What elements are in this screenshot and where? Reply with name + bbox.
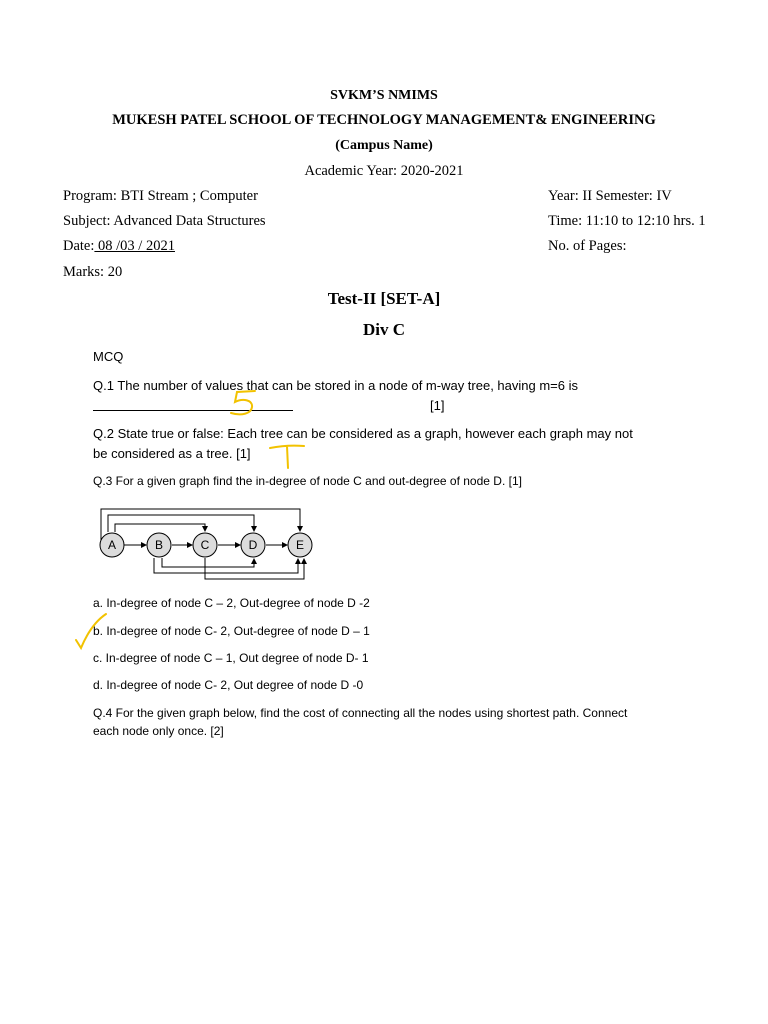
school-name: MUKESH PATEL SCHOOL OF TECHNOLOGY MANAGEMENT& ENGINEERING [112, 112, 656, 128]
question-1: Q.1 The number of values that can be stored in a node of m-way tree, having m=6 is [93, 378, 578, 393]
check-mark-icon [72, 612, 112, 652]
option-c: c. In-degree of node C – 1, Out degree of node D- 1 [93, 651, 369, 665]
option-d: d. In-degree of node C- 2, Out degree of node D -0 [93, 678, 364, 692]
question-4-line-2: each node only once. [2] [93, 724, 224, 738]
node-b-label: B [154, 538, 164, 552]
directed-graph [95, 495, 325, 587]
date [63, 238, 175, 255]
marks: Marks: 20 [63, 264, 123, 280]
node-c-label: C [200, 538, 210, 552]
question-2-line-2: be considered as a tree. [1] [93, 446, 251, 461]
subject: Subject: Advanced Data Structures [63, 213, 266, 229]
division: Div C [362, 320, 406, 339]
question-3: Q.3 For a given graph find the in-degree of node C and out-degree of node D. [1] [93, 474, 522, 488]
node-a-label: A [107, 538, 117, 552]
section-heading: MCQ [93, 349, 124, 364]
handwritten-answer-t [268, 440, 308, 472]
question-2-line-1: Q.2 State true or false: Each tree can be considered as a graph, however each graph may not [93, 426, 633, 441]
question-1-marks: [1] [430, 398, 445, 413]
test-title: Test-II [SET-A] [327, 289, 441, 308]
edge-a-c [115, 524, 205, 532]
year-semester: Year: II Semester: IV [548, 188, 672, 204]
time: Time: 11:10 to 12:10 hrs. 1 [548, 213, 706, 229]
node-e-label: E [295, 538, 305, 552]
option-a: a. In-degree of node C – 2, Out-degree of node D -2 [93, 596, 370, 610]
program: Program: BTI Stream ; Computer [63, 188, 258, 204]
academic-year: Academic Year: 2020-2021 [304, 163, 464, 179]
number-of-pages: No. of Pages: [548, 238, 627, 254]
edge-b-d [162, 558, 254, 567]
date-value: 08 /03 / 2021 [94, 238, 175, 254]
node-d-label: D [248, 538, 258, 552]
option-b: b. In-degree of node C- 2, Out-degree of node D – 1 [93, 624, 370, 638]
question-4-line-1: Q.4 For the given graph below, find the cost of connecting all the nodes using shortest path. Connect [93, 706, 628, 720]
institution-name: SVKM’S NMIMS [330, 88, 438, 103]
handwritten-answer-5 [225, 385, 265, 420]
date-label: Date: [63, 238, 95, 254]
edge-b-e [154, 558, 298, 573]
campus-name: (Campus Name) [335, 138, 433, 153]
